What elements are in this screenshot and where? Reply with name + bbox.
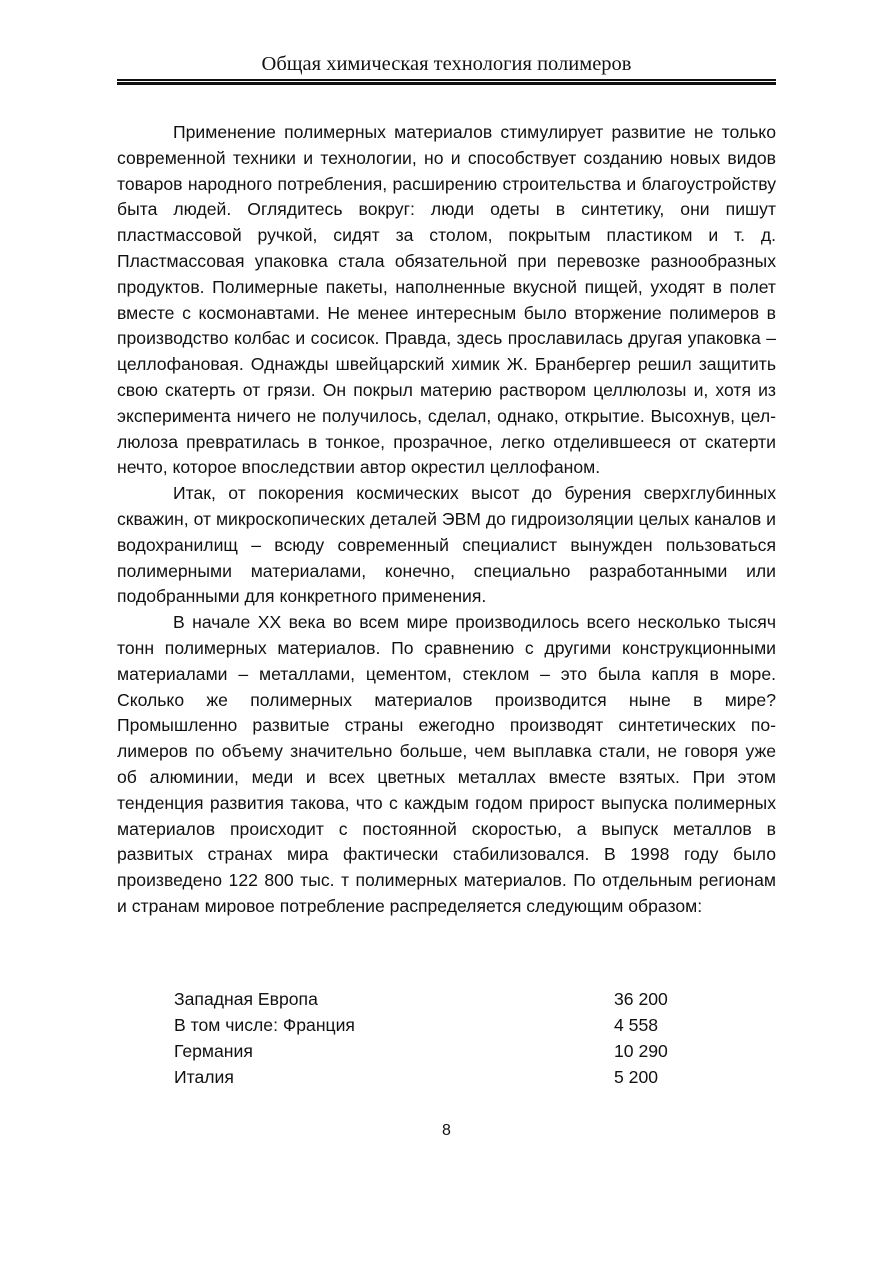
consumption-region: Западная Европа (174, 989, 318, 1009)
paragraph-production: В начале ХХ века во всем мире производилось всего несколько тысяч тонн полимерных материалов. По сравнению с другими конструкционными материалами – металлами, цементом, стеклом – это была капля в море. Сколько же полимерных материалов производится ныне в мире? Промышленно развитые страны ежегодно производят синтетических полимеров по объему значительно больше, чем выплавка стали, не говоря уже об алюминии, меди и всех цветных металлах вместе взятых. При этом тенденция развития такова, что с каждым годом прирост выпуска полимерных материалов происходит с постоянной скоростью, а выпуск металлов в развитых странах мира фактически стабилизовался. В 1998 году было произведено 122 800 тыс. т полимерных материалов. По отдельным регионам и странам мировое потребление распределяется следующим образом: (117, 612, 776, 916)
consumption-list (174, 986, 694, 1090)
header-rule-thin (117, 79, 776, 81)
body-text (117, 120, 776, 920)
consumption-row (174, 1012, 694, 1038)
paragraph-cellophane: Применение полимерных материалов стимулирует развитие не только современной техники и технологии, но и способствует созданию новых видов товаров народного потребления, расширению строительства и благоустройству быта людей. Оглядитесь вокруг: люди одеты в синтетику, они пишут пластмассовой ручкой, сидят за столом, покрытым пластиком и т. д. Пластмассовая упаковка стала обязательной при перевозке разнообразных продуктов. Полимерные пакеты, наполненные вкусной пищей, уходят в полет вместе с космонавтами. Не менее интересным было вторжение полимеров в производство колбас и сосисок. Правда, здесь прославилась другая упаковка – целлофановая. Однажды швейцарский химик Ж. Бранбергер решил защитить свою скатерть от грязи. Он покрыл материю раствором целлюлозы и, хотя из эксперимента ничего не получилось, сделал, однако, открытие. Высохнув, целлюлоза превратилась в тонкое, прозрачное, легко отделившееся от скатерти нечто, которое впоследствии автор окрестил целлофаном. (117, 122, 776, 478)
consumption-region: Италия (174, 1067, 234, 1087)
consumption-value: 4 558 (614, 1015, 659, 1035)
consumption-value: 5 200 (614, 1067, 659, 1087)
paragraph-applications: Итак, от покорения космических высот до бурения сверхглубинных скважин, от микроскопических деталей ЭВМ до гидроизоляции целых каналов и водохранилищ – всюду современный специалист вынужден пользоваться полимерными материалами, конечно, специально разработанными или подобранными для конкретного применения. (117, 483, 776, 607)
header-rule-thick (117, 82, 776, 85)
consumption-value: 36 200 (614, 989, 668, 1009)
running-header-title: Общая химическая технология полимеров (261, 53, 632, 75)
consumption-value: 10 290 (614, 1041, 668, 1061)
consumption-region: В том числе: Франция (174, 1015, 355, 1035)
consumption-row (174, 986, 694, 1012)
consumption-row (174, 1038, 694, 1064)
consumption-row (174, 1064, 694, 1090)
consumption-region: Германия (174, 1041, 253, 1061)
page-number: 8 (442, 1122, 451, 1139)
